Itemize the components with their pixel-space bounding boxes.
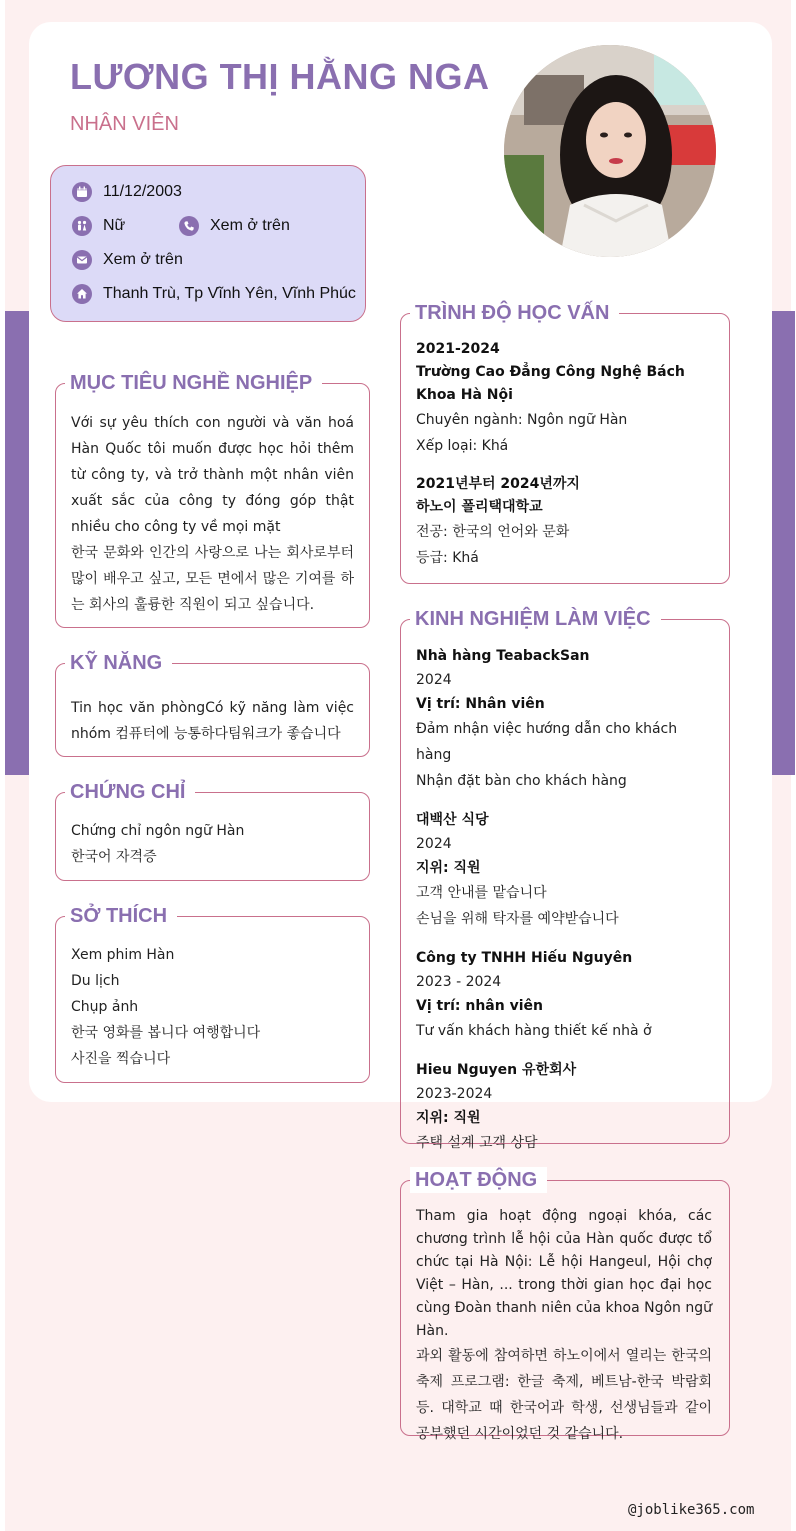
education-entry <box>416 338 712 459</box>
education-section <box>400 302 730 584</box>
experience-entry <box>416 1058 712 1156</box>
education-school: 하노이 폴리택대학교 <box>416 499 543 515</box>
gender-icon <box>72 216 92 236</box>
experience-entry <box>416 946 712 1044</box>
hobbies-section <box>55 905 370 1083</box>
education-period: 2021-2024 <box>416 341 500 357</box>
activities-text-ko: 과외 활동에 참여하면 하노이에서 열리는 한국의 축제 프로그램: 한글 축제, 베트남-한국 박람회 등. 대학교 때 한국어과 학생, 선생님들과 같이 공부했던 시간이었던 것 같습니다. <box>416 1348 712 1442</box>
experience-period: 2024 <box>416 836 452 852</box>
address-value: Thanh Trù, Tp Vĩnh Yên, Vĩnh Phúc <box>103 285 356 302</box>
gender-value: Nữ <box>103 217 126 234</box>
experience-company: Công ty TNHH Hiếu Nguyên <box>416 950 633 966</box>
birthday-row <box>72 182 182 202</box>
objective-title: MỤC TIÊU NGHỀ NGHIỆP <box>65 370 322 396</box>
education-major: Chuyên ngành: Ngôn ngữ Hàn <box>416 412 628 428</box>
phone-icon <box>179 216 199 236</box>
experience-position: 지위: 직원 <box>416 860 481 876</box>
experience-company: 대백산 식당 <box>416 812 489 828</box>
skills-text: Tin học văn phòngCó kỹ năng làm việc nhóm 컴퓨터에 능통하다팀워크가 좋습니다 <box>71 700 354 742</box>
watermark: @joblike365.com <box>628 1502 755 1518</box>
candidate-name: LƯƠNG THỊ HẰNG NGA <box>70 56 490 97</box>
education-period: 2021년부터 2024년까지 <box>416 476 580 492</box>
experience-duty: 고객 안내를 맡습니다 <box>416 885 547 901</box>
education-grade: 등급: Khá <box>416 550 479 566</box>
left-accent-band <box>5 311 31 775</box>
phone-value[interactable]: Xem ở trên <box>210 217 290 234</box>
birthday-value: 11/12/2003 <box>103 183 182 200</box>
candidate-title: NHÂN VIÊN <box>70 113 179 135</box>
address-row <box>72 284 356 304</box>
gender-row <box>72 216 125 236</box>
home-icon <box>72 284 92 304</box>
activities-text-vi: Tham gia hoạt động ngoại khóa, các chương trình lễ hội của Hàn quốc được tổ chức tại Hà Nội: Lễ hội Hangeul, Hội chợ Việt – Hàn, ... trong thời gian học đại học cùng Đoàn thanh niên của khoa Ngôn ngữ Hàn. <box>416 1208 712 1339</box>
phone-row <box>179 216 290 236</box>
experience-company: Hieu Nguyen 유한회사 <box>416 1062 577 1078</box>
objective-text-vi: Với sự yêu thích con người và văn hoá Hàn Quốc tôi muốn được học hỏi thêm từ công ty, và trở thành một nhân viên xuất sắc của công ty đóng góp thật nhiều cho công ty về mọi mặt <box>71 415 354 535</box>
hobbies-title: SỞ THÍCH <box>65 903 177 929</box>
email-icon <box>72 250 92 270</box>
experience-period: 2023 - 2024 <box>416 974 502 990</box>
experience-entry <box>416 644 712 794</box>
education-school: Trường Cao Đẳng Công Nghệ Bách Khoa Hà Nội <box>416 364 685 403</box>
experience-entry <box>416 808 712 932</box>
experience-duty: Nhận đặt bàn cho khách hàng <box>416 773 627 789</box>
email-row <box>72 250 183 270</box>
hobby-item: Du lịch <box>71 973 120 989</box>
avatar <box>504 45 716 257</box>
email-value[interactable]: Xem ở trên <box>103 251 183 268</box>
experience-position: Vị trí: nhân viên <box>416 998 543 1014</box>
contact-box <box>50 165 366 322</box>
hobby-item: Chụp ảnh <box>71 999 139 1015</box>
experience-period: 2024 <box>416 672 452 688</box>
experience-position: 지위: 직원 <box>416 1110 481 1126</box>
skills-title: KỸ NĂNG <box>65 650 172 676</box>
objective-section <box>55 372 370 628</box>
certificates-title: CHỨNG CHỈ <box>65 779 195 805</box>
experience-position: Vị trí: Nhân viên <box>416 696 545 712</box>
experience-duty: Đảm nhận việc hướng dẫn cho khách hàng <box>416 721 678 763</box>
hobby-item: 사진을 찍습니다 <box>71 1051 171 1067</box>
experience-duty: 주택 설계 고객 상담 <box>416 1135 538 1151</box>
experience-period: 2023-2024 <box>416 1086 493 1102</box>
skills-section <box>55 652 370 757</box>
hobby-item: 한국 영화를 봅니다 여행합니다 <box>71 1025 261 1041</box>
right-accent-band <box>771 311 795 775</box>
activities-title: HOẠT ĐỘNG <box>410 1167 547 1193</box>
certificate-item: Chứng chỉ ngôn ngữ Hàn <box>71 823 245 839</box>
activities-section <box>400 1169 730 1442</box>
education-title: TRÌNH ĐỘ HỌC VẤN <box>410 300 619 326</box>
education-entry <box>416 473 712 571</box>
experience-title: KINH NGHIỆM LÀM VIỆC <box>410 606 661 632</box>
experience-section <box>400 608 730 1151</box>
calendar-icon <box>72 182 92 202</box>
education-grade: Xếp loại: Khá <box>416 438 509 454</box>
experience-duty: Tư vấn khách hàng thiết kế nhà ở <box>416 1023 652 1039</box>
objective-text-ko: 한국 문화와 인간의 사랑으로 나는 회사로부터 많이 배우고 싶고, 모든 면에서 많은 기여를 하는 회사의 훌륭한 직원이 되고 싶습니다. <box>71 545 354 613</box>
experience-duty: 손님을 위해 탁자를 예약받습니다 <box>416 911 619 927</box>
education-major: 전공: 한국의 언어와 문화 <box>416 524 570 540</box>
hobby-item: Xem phim Hàn <box>71 947 175 963</box>
certificates-section <box>55 781 370 881</box>
experience-company: Nhà hàng TeabackSan <box>416 648 590 664</box>
certificate-item: 한국어 자격증 <box>71 849 157 865</box>
